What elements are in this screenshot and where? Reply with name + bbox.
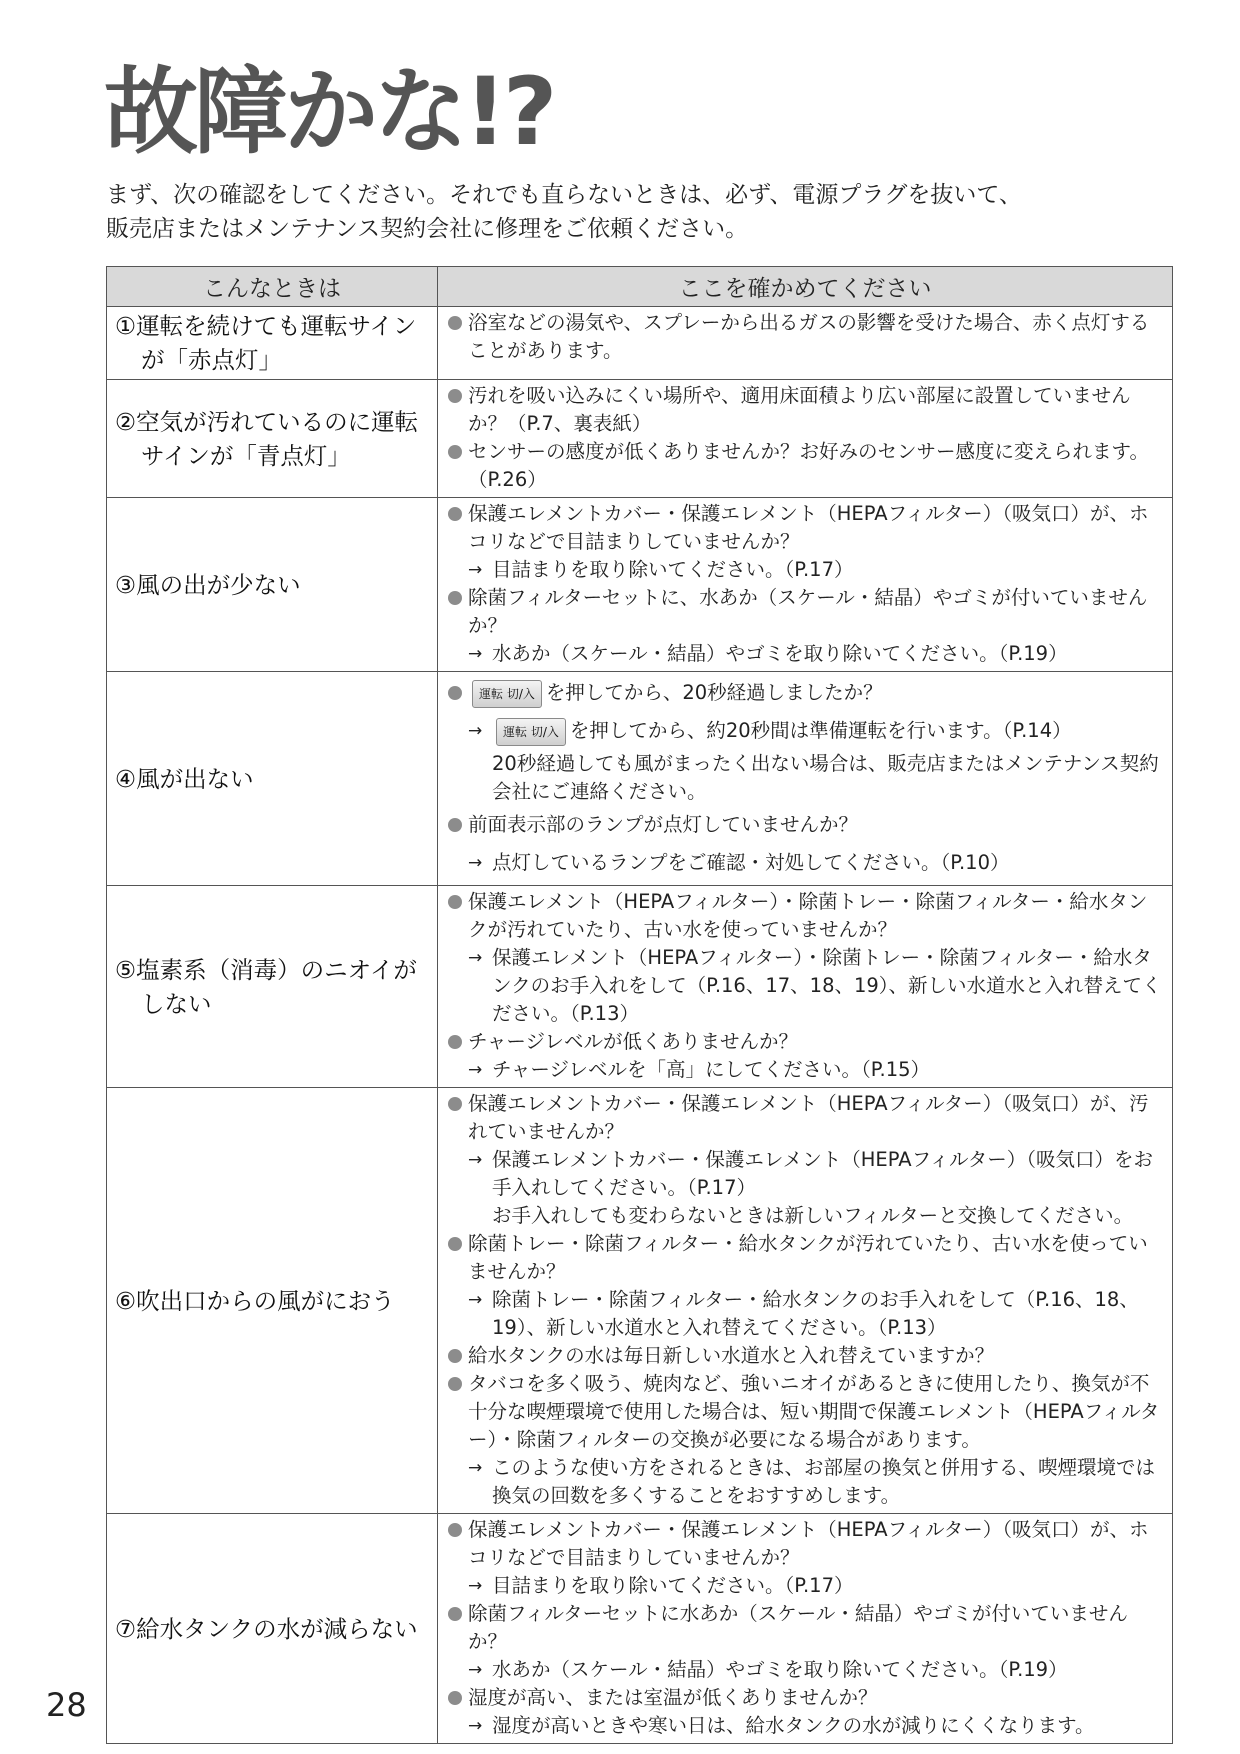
table-row [107, 672, 1173, 886]
bullet-icon [448, 1691, 462, 1705]
page-number: 28 [46, 1686, 87, 1724]
check-cell [438, 672, 1173, 886]
symptom-cell: ②空気が汚れているのに運転サインが「青点灯」 [107, 380, 438, 498]
table-header-row [107, 267, 1173, 307]
check-item: チャージレベルが低くありませんか？ [446, 1028, 1166, 1056]
bullet-icon [448, 1377, 462, 1391]
check-cell [438, 498, 1173, 672]
remedy-note: お手入れしても変わらないときは新しいフィルターと交換してください。 [492, 1204, 1134, 1227]
check-item: 保護エレメントカバー・保護エレメント（HEPAフィルター）（吸気口）が、ホコリなどで目詰まりしていませんか？ [446, 500, 1166, 556]
check-item: タバコを多く吸う、焼肉など、強いニオイがあるときに使用したり、換気が不十分な喫煙環境で使用した場合は、短い期間で保護エレメント（HEPAフィルター）・除菌フィルターの交換が必要になる場合があります。 [446, 1370, 1166, 1454]
remedy-item: → 湿度が高いときや寒い日は、給水タンクの水が減りにくくなります。 [446, 1712, 1166, 1740]
check-item: 保護エレメントカバー・保護エレメント（HEPAフィルター）（吸気口）が、汚れていませんか？ [446, 1090, 1166, 1146]
bullet-icon [448, 895, 462, 909]
troubleshooting-table [106, 266, 1173, 1744]
arrow-right-icon: → [468, 1290, 483, 1310]
symptom-cell: ⑥吹出口からの風がにおう [107, 1088, 438, 1514]
remedy-item: → 保護エレメントカバー・保護エレメント（HEPAフィルター）（吸気口）をお手入れしてください。（P.17） [468, 1148, 1153, 1199]
power-button-icon: 運転 切/入 [496, 718, 566, 746]
header-check: ここを確かめてください [438, 267, 1173, 307]
remedy-item: → このような使い方をされるときは、お部屋の換気と併用する、喫煙環境では換気の回数を多くすることをおすすめします。 [468, 1456, 1156, 1507]
symptom-cell: ⑤塩素系（消毒）のニオイがしない [107, 886, 438, 1088]
table-row [107, 1088, 1173, 1514]
symptom-cell: ③風の出が少ない [107, 498, 438, 672]
check-item: 保護エレメントカバー・保護エレメント（HEPAフィルター）（吸気口）が、ホコリなどで目詰まりしていませんか？ [446, 1516, 1166, 1572]
table-row [107, 1514, 1173, 1744]
symptom-cell: ⑦給水タンクの水が減らない [107, 1514, 438, 1744]
remedy-item: → 運転 切/入 を押してから、約20秒間は準備運転を行います。（P.14） [446, 712, 1166, 750]
check-item: 湿度が高い、または室温が低くありませんか？ [446, 1684, 1166, 1712]
check-item: 給水タンクの水は毎日新しい水道水と入れ替えていますか？ [446, 1342, 1166, 1370]
check-item: 浴室などの湯気や、スプレーから出るガスの影響を受けた場合、赤く点灯することがあります。 [446, 309, 1166, 365]
remedy-item: → 保護エレメント（HEPAフィルター）・除菌トレー・除菌フィルター・給水タンクのお手入れをして（P.16、17、18、19）、新しい水道水と入れ替えてください。（P.13） [468, 946, 1162, 1025]
arrow-right-icon: → [468, 948, 483, 968]
arrow-right-icon: → [468, 1716, 483, 1736]
check-item: 運転 切/入 を押してから、20秒経過しましたか？ [446, 674, 1166, 712]
remedy-item: → 除菌トレー・除菌フィルター・給水タンクのお手入れをして（P.16、18、19）、新しい水道水と入れ替えてください。（P.13） [468, 1288, 1139, 1339]
bullet-icon [448, 316, 462, 330]
remedy-item: → チャージレベルを「高」にしてください。（P.15） [446, 1056, 1166, 1084]
arrow-right-icon: → [468, 560, 483, 580]
intro-line: 販売店またはメンテナンス契約会社に修理をご依頼ください。 [106, 216, 749, 242]
symptom-cell: ④風が出ない [107, 672, 438, 886]
arrow-right-icon: → [468, 1576, 483, 1596]
check-item: 汚れを吸い込みにくい場所や、適用床面積より広い部屋に設置していませんか？（P.7、裏表紙） [446, 382, 1166, 438]
bullet-icon [448, 1097, 462, 1111]
check-item: 保護エレメント（HEPAフィルター）・除菌トレー・除菌フィルター・給水タンクが汚れていたり、古い水を使っていませんか？ [446, 888, 1166, 944]
table-row [107, 307, 1173, 380]
arrow-right-icon: → [468, 1150, 483, 1170]
intro-text [106, 178, 1186, 246]
bullet-icon [448, 591, 462, 605]
remedy-item: → 水あか（スケール・結晶）やゴミを取り除いてください。（P.19） [446, 640, 1166, 668]
bullet-icon [448, 389, 462, 403]
check-item: 除菌フィルターセットに水あか（スケール・結晶）やゴミが付いていませんか？ [446, 1600, 1166, 1656]
bullet-icon [448, 445, 462, 459]
check-item: 除菌フィルターセットに、水あか（スケール・結晶）やゴミが付いていませんか？ [446, 584, 1166, 640]
bullet-icon [448, 1523, 462, 1537]
table-row [107, 498, 1173, 672]
arrow-right-icon: → [468, 1458, 483, 1478]
intro-line: まず、次の確認をしてください。それでも直らないときは、必ず、電源プラグを抜いて、 [106, 182, 1022, 208]
header-symptom: こんなときは [107, 267, 438, 307]
power-button-icon: 運転 切/入 [472, 680, 542, 708]
bullet-icon [448, 1349, 462, 1363]
remedy-item: → 目詰まりを取り除いてください。（P.17） [446, 1572, 1166, 1600]
arrow-right-icon: → [468, 1660, 483, 1680]
table-row [107, 380, 1173, 498]
arrow-right-icon: → [468, 644, 483, 664]
check-cell [438, 1088, 1173, 1514]
bullet-icon [448, 1035, 462, 1049]
symptom-cell: ①運転を続けても運転サインが「赤点灯」 [107, 307, 438, 380]
check-item: センサーの感度が低くありませんか？お好みのセンサー感度に変えられます。（P.26） [446, 438, 1166, 494]
bullet-icon [448, 686, 462, 700]
table-row [107, 886, 1173, 1088]
bullet-icon [448, 507, 462, 521]
bullet-icon [448, 1237, 462, 1251]
remedy-item: → 目詰まりを取り除いてください。（P.17） [446, 556, 1166, 584]
arrow-right-icon: → [468, 1060, 483, 1080]
check-cell [438, 307, 1173, 380]
remedy-item: → 水あか（スケール・結晶）やゴミを取り除いてください。（P.19） [446, 1656, 1166, 1684]
check-cell [438, 380, 1173, 498]
check-item: 前面表示部のランプが点灯していませんか？ [446, 806, 1166, 844]
remedy-note: 20秒経過しても風がまったく出ない場合は、販売店またはメンテナンス契約会社にご連絡ください。 [492, 752, 1159, 803]
bullet-icon [448, 1607, 462, 1621]
arrow-right-icon: → [468, 721, 483, 741]
check-cell [438, 886, 1173, 1088]
arrow-right-icon: → [468, 853, 483, 873]
bullet-icon [448, 818, 462, 832]
page-title: 故障かな!? [104, 58, 554, 167]
check-cell [438, 1514, 1173, 1744]
remedy-item: → 点灯しているランプをご確認・対処してください。（P.10） [446, 844, 1166, 882]
check-item: 除菌トレー・除菌フィルター・給水タンクが汚れていたり、古い水を使っていませんか？ [446, 1230, 1166, 1286]
